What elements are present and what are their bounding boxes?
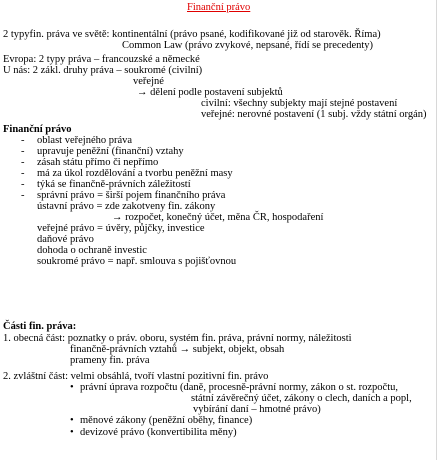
list-item: upravuje peněžní (finanční) vztahy — [37, 146, 184, 157]
intro-line: Common Law (právo zvykové, nepsané, řídí se precedenty) — [122, 40, 374, 51]
list-item: správní právo = širší pojem finančního práva — [37, 190, 226, 201]
bullet-item-cont: státní závěrečný účet, zákony o clech, daních a popl, — [191, 393, 412, 404]
section-line: 1. obecná část: poznatky o práv. oboru, systém fin. práva, právní normy, náležitosti — [3, 333, 352, 344]
list-item: týká se finančně-právních záležitostí — [37, 179, 191, 190]
bullet-icon: • — [70, 382, 74, 393]
intro-line: veřejné — [133, 76, 164, 87]
list-dash: - — [21, 190, 25, 201]
bullet-icon: • — [70, 427, 74, 438]
section-heading-casti: Části fin. práva: — [3, 321, 77, 332]
sub-item: ústavní právo = zde zakotveny fin. zákony — [37, 201, 216, 212]
section-heading-financni-pravo: Finanční právo — [3, 124, 72, 135]
list-item: zásah státu přímo či nepřímo — [37, 157, 159, 168]
list-item: oblast veřejného práva — [37, 135, 133, 146]
bullet-item: devizové právo (konvertibilita měny) — [80, 427, 237, 438]
intro-line: veřejné: nerovné postavení (1 subj. vždy státní orgán) — [201, 109, 427, 120]
intro-line: civilní: všechny subjekty mají stejné postavení — [201, 98, 398, 109]
sub-item: soukromé právo = např. smlouva s pojišťovnou — [37, 256, 237, 267]
intro-line: → dělení podle postavení subjektů — [137, 87, 283, 98]
section-line: prameny fin. práva — [70, 355, 150, 366]
page-edge-line — [436, 0, 437, 460]
sub-item: dohoda o ochraně investic — [37, 245, 147, 256]
bullet-item-cont: vybírání daní – hmotné právo) — [193, 404, 321, 415]
section-line: finančně-právních vztahů → subjekt, objekt, obsah — [70, 344, 285, 355]
intro-line: 2 typyfin. práva ve světě: kontinentální (právo psané, kodifikované již od starověk. Říma) — [3, 29, 381, 40]
intro-line: Evropa: 2 typy práva – francouzské a německé — [3, 54, 200, 65]
list-dash: - — [21, 168, 25, 179]
sub-item: daňové právo — [37, 234, 94, 245]
sub-item: → rozpočet, konečný účet, měna ČR, hospodaření — [112, 212, 324, 223]
sub-item: veřejné právo = úvěry, půjčky, investice — [37, 223, 205, 234]
list-dash: - — [21, 146, 25, 157]
list-dash: - — [21, 179, 25, 190]
intro-line: U nás: 2 zákl. druhy práva – soukromé (civilní) — [3, 65, 203, 76]
document-title: Finanční právo — [187, 2, 251, 13]
list-item: má za úkol rozdělování a tvorbu peněžní masy — [37, 168, 233, 179]
bullet-icon: • — [70, 415, 74, 426]
bullet-item: právní úprava rozpočtu (daně, procesně-právní normy, zákon o st. rozpočtu, — [80, 382, 398, 393]
list-dash: - — [21, 157, 25, 168]
list-dash: - — [21, 135, 25, 146]
bullet-item: měnové zákony (peněžní oběhy, finance) — [80, 415, 253, 426]
section-line: 2. zvláštní část: velmi obsáhlá, tvoří vlastní pozitivní fin. právo — [3, 371, 269, 382]
